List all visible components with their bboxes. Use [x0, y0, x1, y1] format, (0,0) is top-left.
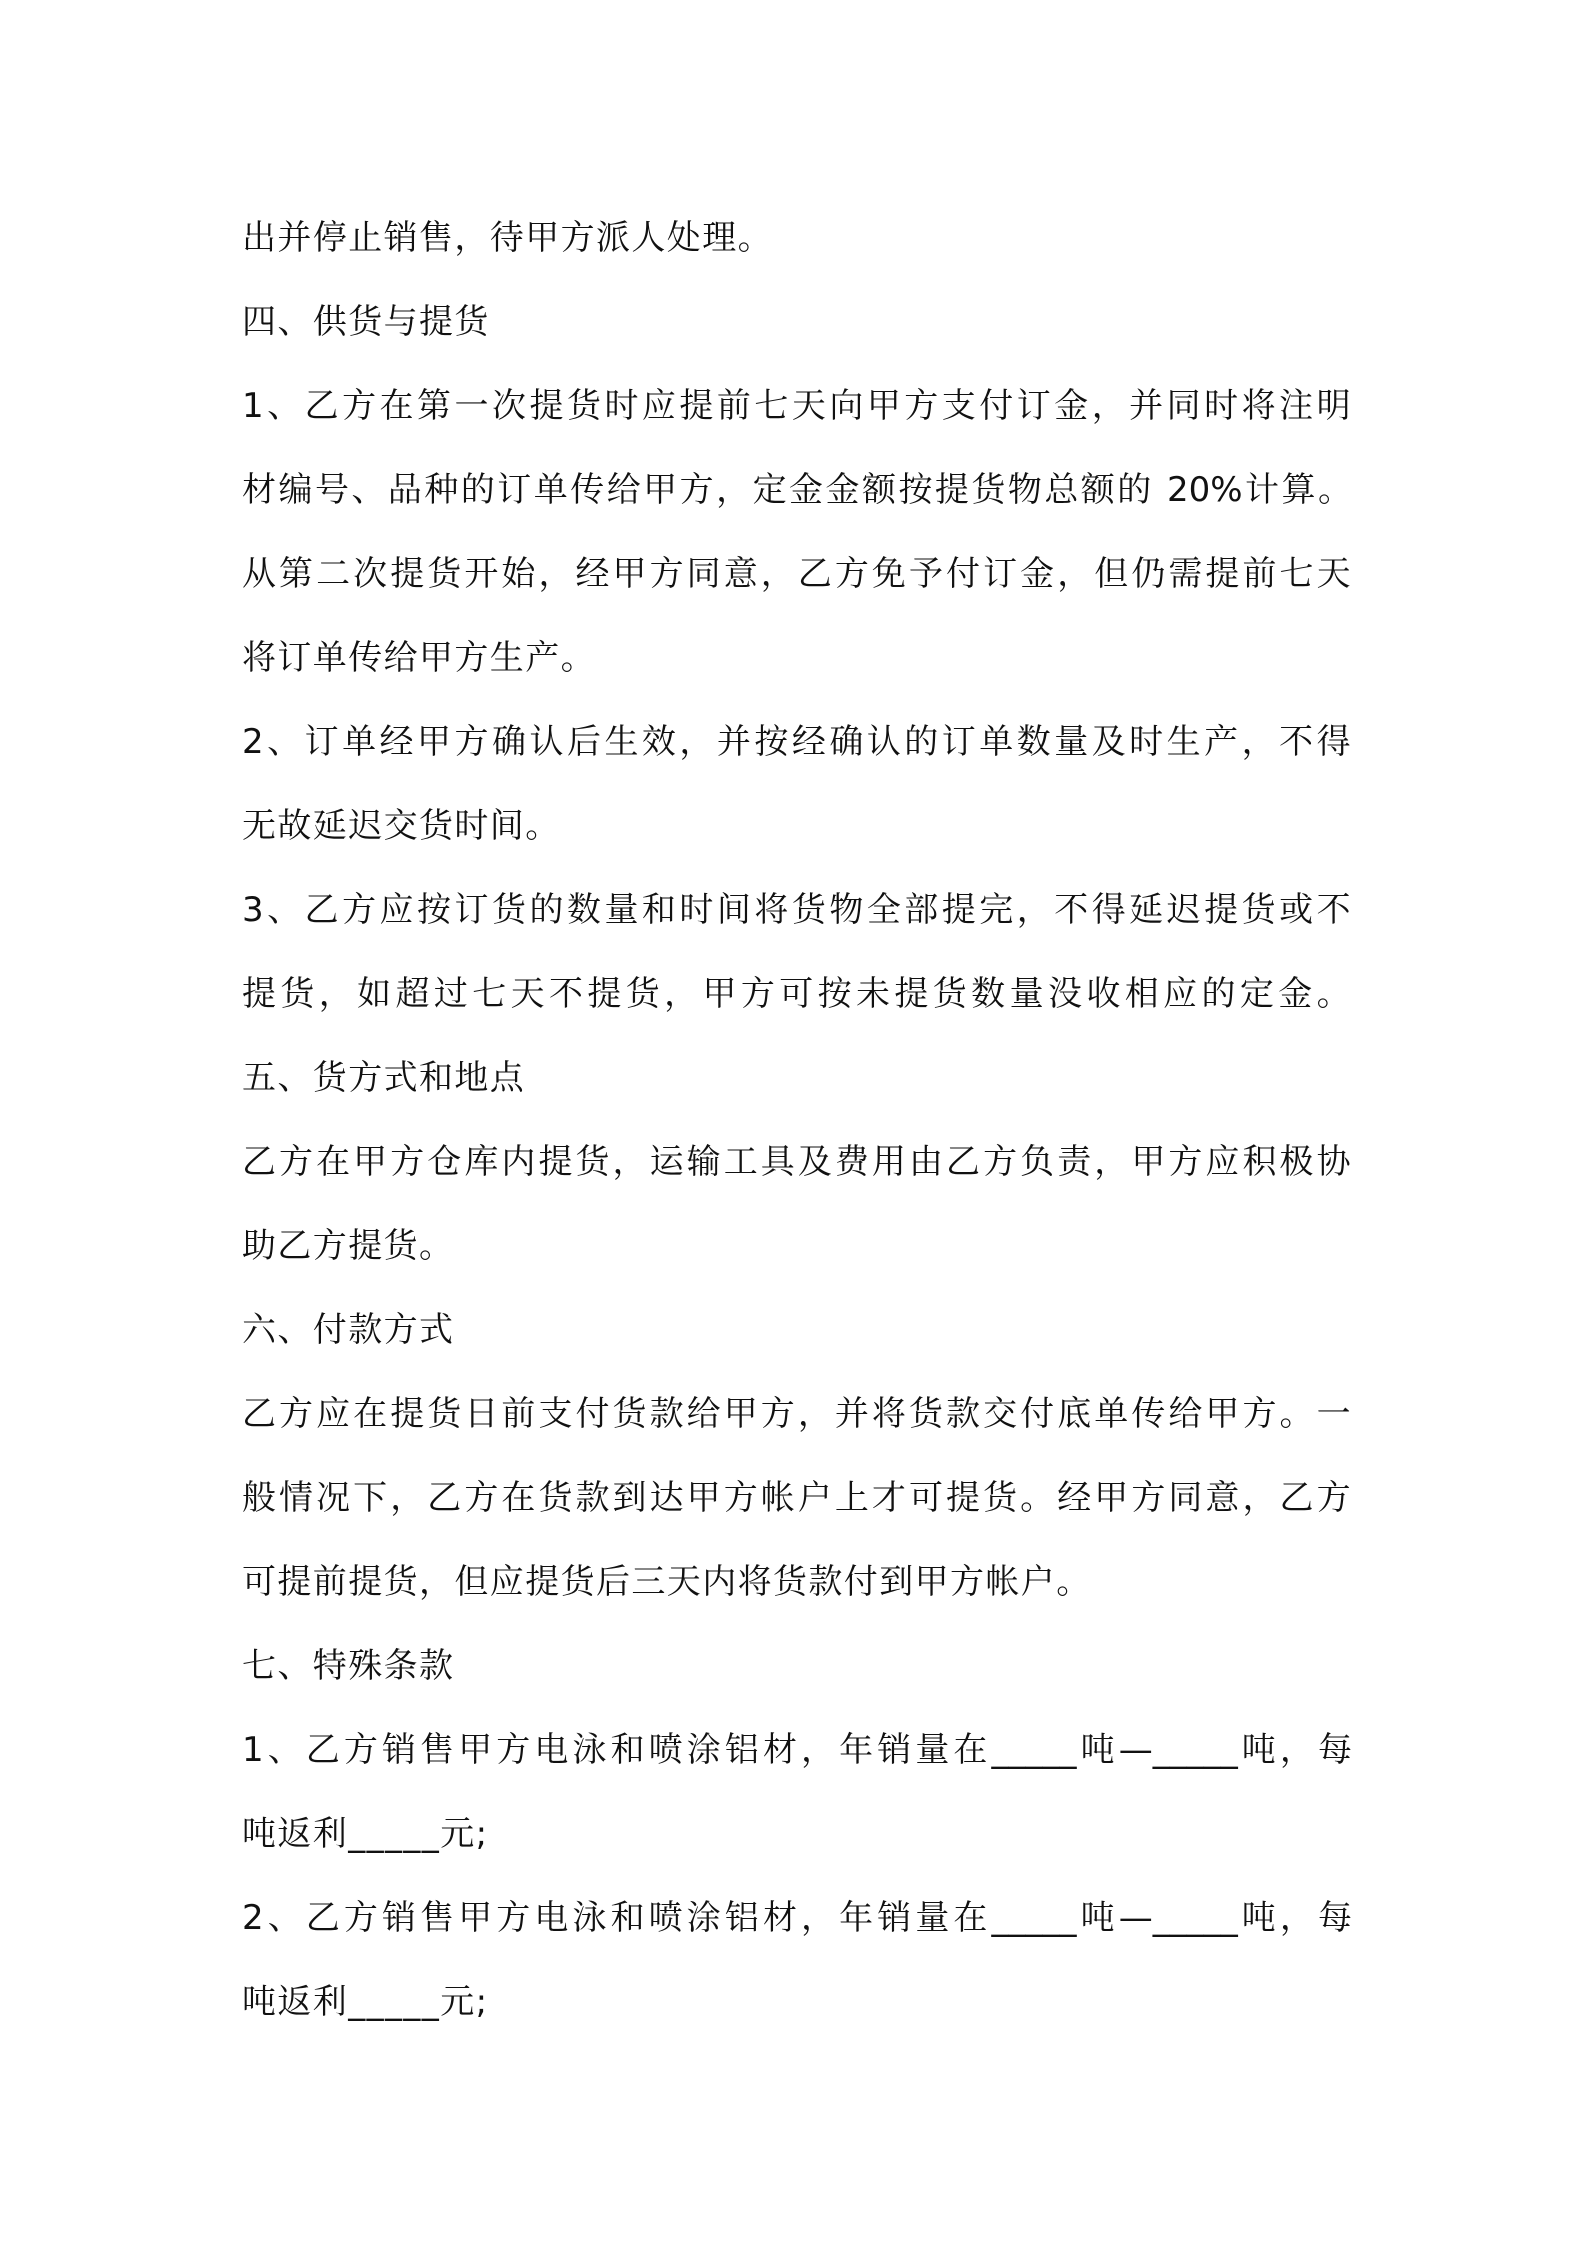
document-body	[242, 196, 1352, 2044]
text-line: 1、乙方在第一次提货时应提前七天向甲方支付订金，并同时将注明	[242, 386, 1352, 426]
text-line: 从第二次提货开始，经甲方同意，乙方免予付订金，但仍需提前七天	[242, 554, 1352, 594]
text-line: 助乙方提货。	[242, 1226, 455, 1266]
section-heading: 六、付款方式	[242, 1310, 455, 1350]
section-heading: 七、特殊条款	[242, 1646, 455, 1686]
text-line: 吨返利_____元;	[242, 1814, 489, 1854]
section-heading: 四、供货与提货	[242, 302, 490, 342]
section-heading: 五、货方式和地点	[242, 1058, 526, 1098]
text-line: 出并停止销售，待甲方派人处理。	[242, 218, 773, 258]
text-line: 吨返利_____元;	[242, 1982, 489, 2022]
text-line: 材编号、品种的订单传给甲方，定金金额按提货物总额的 20%计算。	[242, 470, 1352, 510]
text-line: 般情况下，乙方在货款到达甲方帐户上才可提货。经甲方同意，乙方	[242, 1478, 1352, 1518]
text-line: 3、乙方应按订货的数量和时间将货物全部提完，不得延迟提货或不	[242, 890, 1352, 930]
text-line: 2、乙方销售甲方电泳和喷涂铝材，年销量在_____吨—_____吨，每	[242, 1898, 1352, 1938]
text-line: 2、订单经甲方确认后生效，并按经确认的订单数量及时生产，不得	[242, 722, 1352, 762]
text-line: 提货，如超过七天不提货，甲方可按未提货数量没收相应的定金。	[242, 974, 1352, 1014]
text-line: 无故延迟交货时间。	[242, 806, 561, 846]
text-line: 将订单传给甲方生产。	[242, 638, 596, 678]
text-line: 乙方在甲方仓库内提货，运输工具及费用由乙方负责，甲方应积极协	[242, 1142, 1352, 1182]
text-line: 可提前提货，但应提货后三天内将货款付到甲方帐户。	[242, 1562, 1092, 1602]
text-line: 乙方应在提货日前支付货款给甲方，并将货款交付底单传给甲方。一	[242, 1394, 1352, 1434]
text-line: 1、乙方销售甲方电泳和喷涂铝材，年销量在_____吨—_____吨，每	[242, 1730, 1352, 1770]
